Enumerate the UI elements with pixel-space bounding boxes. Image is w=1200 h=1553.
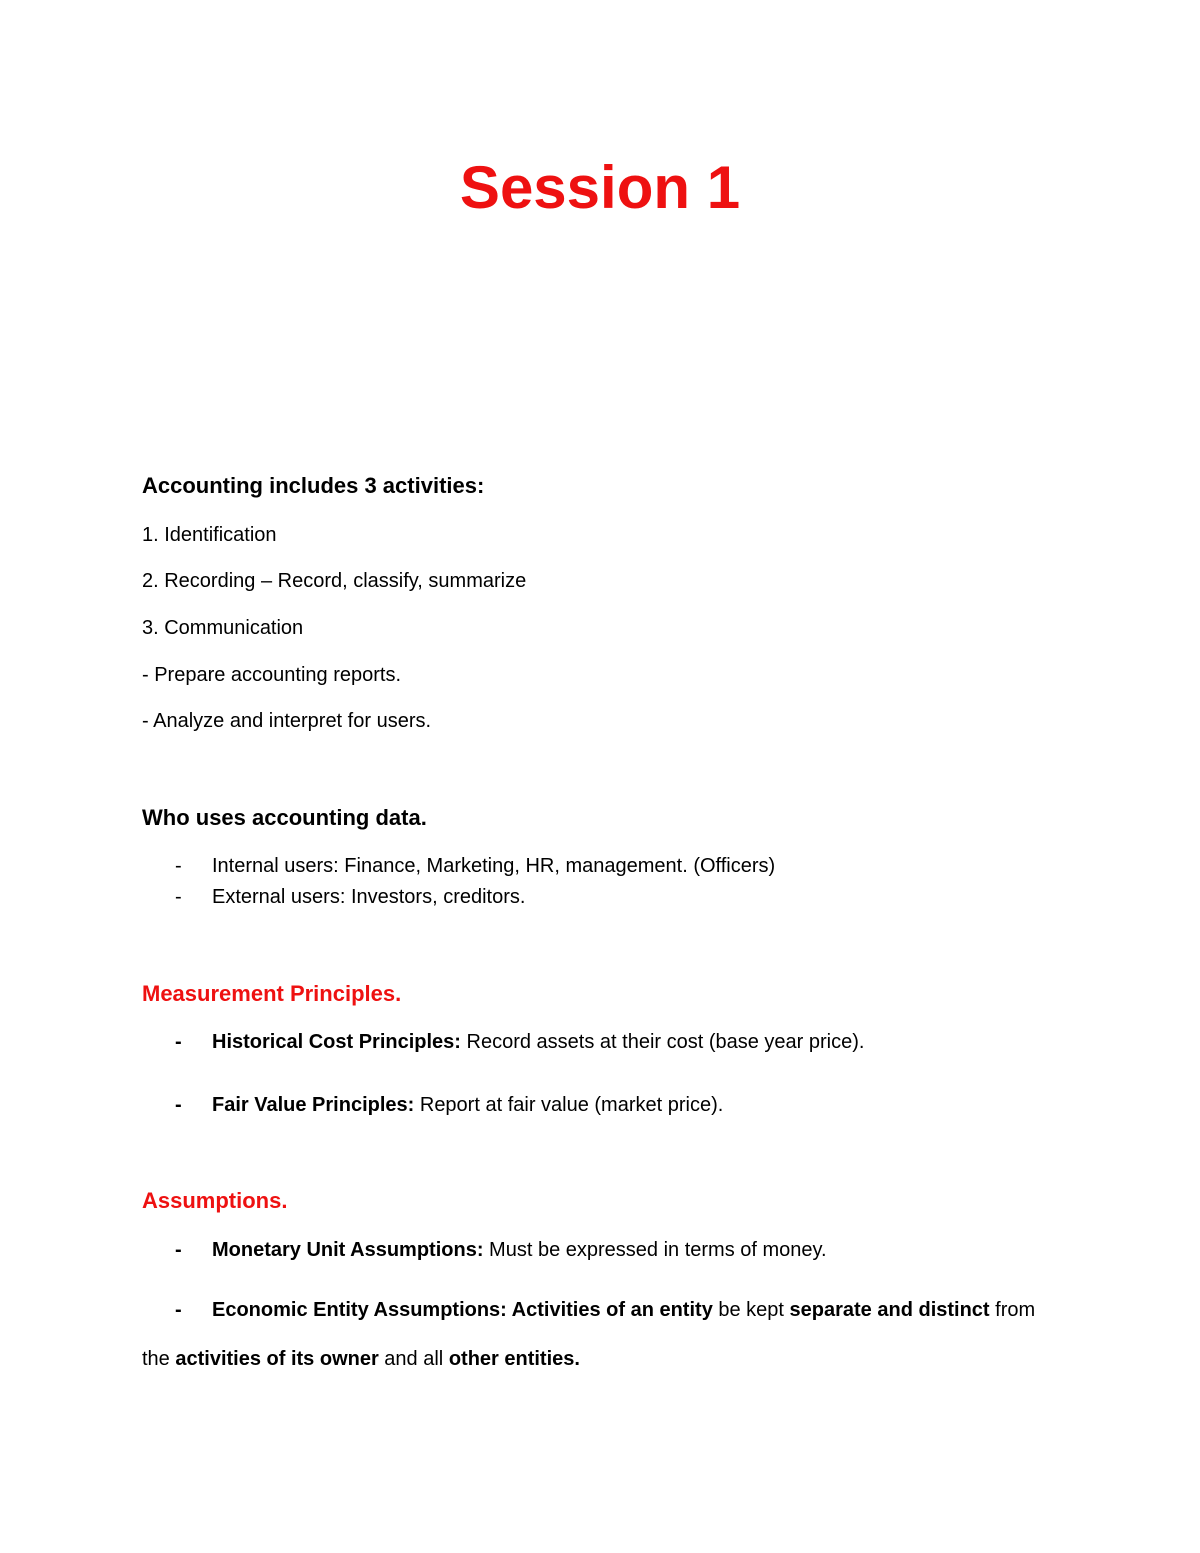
bullet-marker: - — [175, 1239, 182, 1261]
list-item: - Analyze and interpret for users. — [142, 710, 432, 732]
list-item: 2. Recording – Record, classify, summarize — [142, 570, 527, 592]
term-description: Report at fair value (market price). — [414, 1094, 724, 1116]
text-run: Economic Entity Assumptions: Activities of an entity — [212, 1299, 713, 1321]
list-item: 3. Communication — [142, 617, 304, 639]
text-run: and all — [378, 1348, 449, 1370]
term-label: Historical Cost Principles: — [212, 1031, 461, 1053]
text-run: be kept — [712, 1299, 790, 1321]
list-item: 1. Identification — [142, 524, 277, 546]
bullet-marker: - — [175, 1299, 182, 1321]
text-run: activities of its owner — [175, 1348, 379, 1370]
bullet-marker: - — [175, 855, 182, 877]
term-description: Record assets at their cost (base year price). — [460, 1031, 865, 1053]
term-label: Fair Value Principles: — [212, 1094, 415, 1116]
list-item-line-2 — [142, 1346, 580, 1372]
text-run: separate and distinct — [789, 1299, 990, 1321]
term-description: Must be expressed in terms of money. — [483, 1239, 827, 1261]
list-item — [212, 1092, 723, 1118]
text-run: the — [142, 1348, 176, 1370]
list-item-line-1 — [212, 1297, 1035, 1323]
section-heading-assumptions: Assumptions. — [142, 1188, 288, 1213]
list-item — [212, 1237, 827, 1263]
list-item: External users: Investors, creditors. — [212, 886, 526, 908]
bullet-marker: - — [175, 1031, 182, 1053]
section-heading-measurement: Measurement Principles. — [142, 981, 402, 1006]
text-run: from — [989, 1299, 1036, 1321]
bullet-marker: - — [175, 886, 182, 908]
section-heading-users: Who uses accounting data. — [142, 805, 427, 830]
list-item: - Prepare accounting reports. — [142, 664, 402, 686]
page-title: Session 1 — [459, 154, 741, 221]
text-run: other entities. — [448, 1348, 580, 1370]
list-item: Internal users: Finance, Marketing, HR, management. (Officers) — [212, 855, 776, 877]
section-heading-activities: Accounting includes 3 activities: — [142, 473, 485, 498]
list-item — [212, 1029, 864, 1055]
term-label: Monetary Unit Assumptions: — [212, 1239, 484, 1261]
bullet-marker: - — [175, 1094, 182, 1116]
